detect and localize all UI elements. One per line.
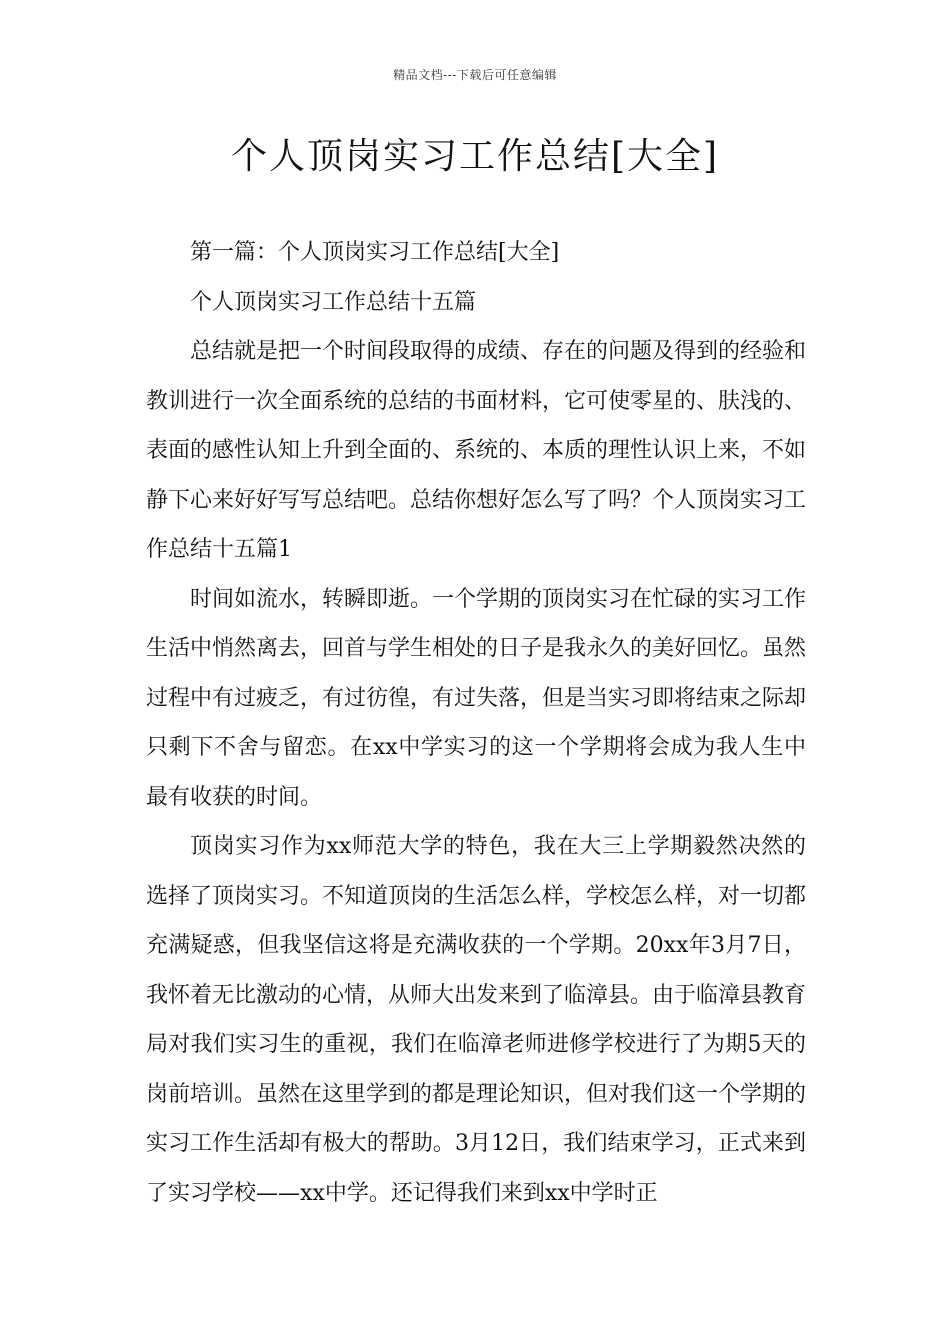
document-body bbox=[146, 228, 806, 1218]
body-paragraph: 时间如流水，转瞬即逝。一个学期的顶岗实习在忙碌的实习工作生活中悄然离去，回首与学生相处的日子是我永久的美好回忆。虽然过程中有过疲乏，有过彷徨，有过失落，但是当实习即将结束之际却只剩下不舍与留恋。在xx中学实习的这一个学期将会成为我人生中最有收获的时间。 bbox=[146, 586, 807, 810]
section-heading: 第一篇：个人顶岗实习工作总结[大全] bbox=[190, 240, 560, 265]
body-paragraph: 总结就是把一个时间段取得的成绩、存在的问题及得到的经验和教训进行一次全面系统的总结的书面材料，它可使零星的、肤浅的、表面的感性认知上升到全面的、系统的、本质的理性认识上来，不如静下心来好好写写总结吧。总结你想好怎么写了吗？个人顶岗实习工作总结十五篇1 bbox=[146, 339, 807, 562]
subtitle-paragraph: 个人顶岗实习工作总结十五篇 bbox=[190, 289, 477, 315]
body-paragraph: 顶岗实习作为xx师范大学的特色，我在大三上学期毅然决然的选择了顶岗实习。不知道顶岗的生活怎么样，学校怎么样，对一切都充满疑惑，但我坚信这将是充满收获的一个学期。20xx年3月7日，我怀着无比激动的心情，从师大出发来到了临漳县。由于临漳县教育局对我们实习生的重视，我们在临漳老师进修学校进行了为期5天的岗前培训。虽然在这里学到的都是理论知识，但对我们这一个学期的实习工作生活却有极大的帮助。3月12日，我们结束学习，正式来到了实习学校——xx中学。还记得我们来到xx中学时正 bbox=[146, 834, 807, 1206]
document-title: 个人顶岗实习工作总结[大全] bbox=[230, 136, 720, 177]
header-note: 精品文档---下载后可任意编辑 bbox=[393, 68, 557, 82]
